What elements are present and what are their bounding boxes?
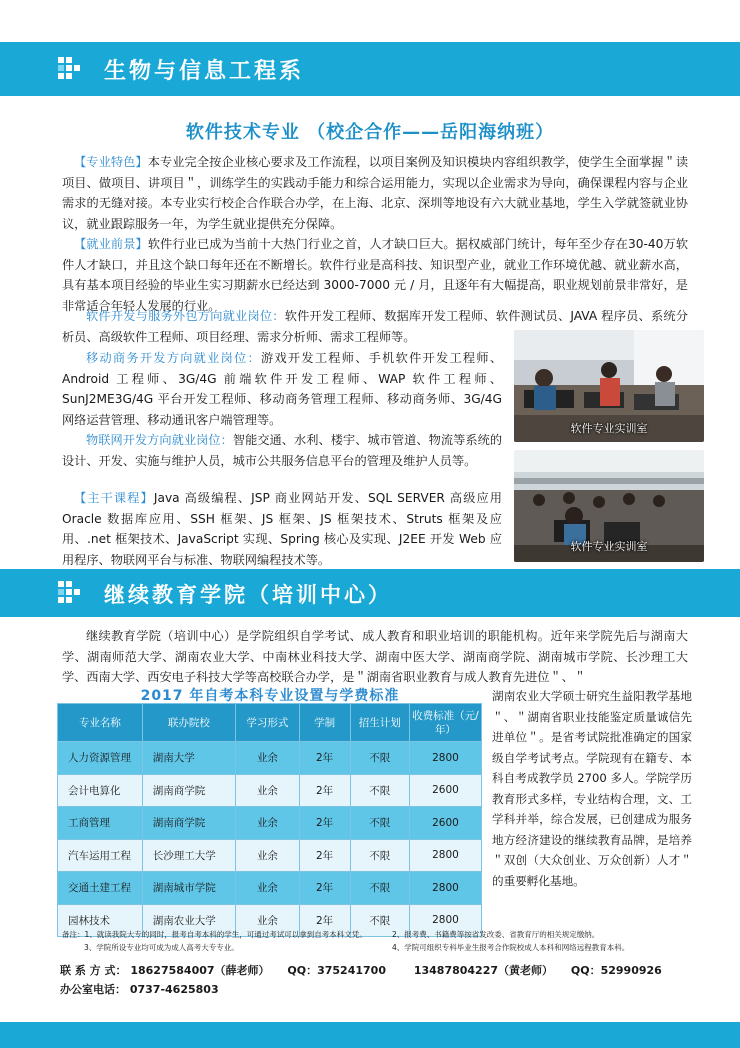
header-major: 专业名称	[58, 704, 143, 742]
header-mode: 学习形式	[236, 704, 300, 742]
contact-phone-2: 13487804227（黄老师）	[413, 964, 554, 977]
contact-line	[60, 962, 662, 978]
fee-table	[57, 703, 482, 937]
training-room-photo-1	[514, 330, 704, 442]
header-duration: 学制	[299, 704, 350, 742]
cell-major: 交通土建工程	[58, 872, 143, 905]
fee-table-header-row	[58, 704, 482, 742]
department-title: 生物与信息工程系	[104, 59, 305, 84]
footer-bar	[0, 1022, 740, 1048]
jobs-iot-label: 物联网开发方向就业岗位：	[86, 433, 233, 447]
college-intro	[62, 626, 688, 688]
college-title: 继续教育学院（培训中心）	[104, 583, 392, 607]
major-title: 软件技术专业 （校企合作——岳阳海纳班）	[185, 122, 555, 143]
jobs-mobile-label: 移动商务开发方向就业岗位：	[86, 351, 261, 365]
note-1: 备注：1、就读我院大专的同时，报考自考本科的学生，可通过考试可以拿到自考本科文凭。	[62, 930, 367, 939]
cell-plan: 不限	[350, 839, 409, 872]
cell-fee: 2600	[409, 807, 481, 840]
cell-plan: 不限	[350, 742, 409, 775]
fee-notes	[62, 928, 702, 954]
cell-major: 工商管理	[58, 807, 143, 840]
fee-table-title: 2017 年自考本科专业设置与学费标准	[140, 688, 400, 704]
cell-school: 湖南商学院	[142, 807, 235, 840]
table-row	[58, 742, 482, 775]
photo2-caption: 软件专业实训室	[570, 540, 648, 553]
cell-plan: 不限	[350, 904, 409, 937]
prospects-text: 软件行业已成为当前十大热门行业之首，人才缺口巨大。据权威部门统计，每年至少存在30-40万软件人才缺口，并且这个缺口每年还在不断增长。软件行业是高科技、知识型产业，就业工作环境优越、就业薪水高，具有基本项目经验的毕业生实习期薪水已经达到 3000-7000 元 / 月，且逐年有大幅提高，职业规划前景非常好，是非常适合年轻人发展的行业。	[62, 237, 689, 313]
contact-label: 联 系 方 式：	[60, 964, 127, 977]
contact-qq-2: QQ：52990926	[570, 964, 662, 977]
table-row	[58, 807, 482, 840]
cell-mode: 业余	[236, 872, 300, 905]
cell-duration: 2年	[299, 807, 350, 840]
jobs-outsourcing-text: 软件开发工程师、数据库开发工程师、软件测试员、JAVA 程序员、系统分析员、高级软件工程师、项目经理、需求分析师、需求工程师等。	[62, 309, 688, 344]
office-label: 办公室电话：	[60, 983, 126, 996]
note-3: 3、学院所设专业均可成为成人高考大专专业。	[84, 943, 239, 952]
college-intro-continued: 湖南农业大学硕士研究生益阳教学基地＂、＂湖南省职业技能鉴定质量诚信先进单位＂。是省考试院批准确定的国家级自学考试考点。学院现有在籍专、本科自考成教学员 2700 多人。学院学历教育形式多样，专业结构合理，文、工学科并举，综合发展，已创建成为服务地方经济建设的继续教育品牌，是培养＂双创（大众创业、万众创新）人才＂的重要孵化基地。	[492, 689, 692, 888]
major-features	[62, 152, 688, 234]
photo1-caption: 软件专业实训室	[570, 422, 648, 435]
cell-duration: 2年	[299, 904, 350, 937]
cell-mode: 业余	[236, 742, 300, 775]
jobs-mobile	[62, 348, 502, 430]
note-4: 4、学院可组织专科毕业生报考合作院校成人本科和网络远程教育本科。	[392, 943, 630, 952]
prospects-label: 【就业前景】	[74, 237, 148, 251]
cell-fee: 2600	[409, 774, 481, 807]
department-banner	[0, 42, 740, 96]
cell-plan: 不限	[350, 774, 409, 807]
contact-phone-1: 18627584007（薛老师）	[130, 964, 270, 977]
features-label: 【专业特色】	[74, 155, 148, 169]
cell-school: 湖南大学	[142, 742, 235, 775]
cell-plan: 不限	[350, 872, 409, 905]
cell-school: 湖南城市学院	[142, 872, 235, 905]
cell-duration: 2年	[299, 839, 350, 872]
college-intro-text: 继续教育学院（培训中心）是学院组织自学考试、成人教育和职业培训的职能机构。近年来学院先后与湖南大学、湖南师范大学、湖南农业大学、中南林业科技大学、湖南中医大学、湖南商学院、湖南城市学院、长沙理工大学、西南大学、西安电子科技大学等高校联合办学，是＂湖南省职业教育与成人教育先进位＂、＂	[62, 629, 688, 684]
cell-mode: 业余	[236, 904, 300, 937]
courses-text: Java 高级编程、JSP 商业网站开发、SQL SERVER 高级应用 Oracle 数据库应用、SSH 框架、JS 框架、JS 框架技术、Struts 框架及应用、.net 框架技术、JavaScript 实现、Spring 核心及实现、J2EE 开发 Web 应用程序、物联网平台与标准、物联网编程技术等。	[62, 491, 502, 567]
jobs-iot-text: 智能交通、水利、楼宇、城市管道、物流等系统的设计、开发、实施与维护人员，城市公共服务信息平台的管理及维护人员等。	[62, 433, 503, 468]
cell-mode: 业余	[236, 774, 300, 807]
note-2: 2、报考费、书籍费等按省发改委、省教育厅的相关规定缴纳。	[392, 930, 600, 939]
features-text: 本专业完全按企业核心要求及工作流程，以项目案例及知识模块内容组织教学，使学生全面掌握＂读项目、做项目、讲项目＂，训练学生的实践动手能力和综合运用能力，实现以企业需求为导向，确保课程内容与企业需求的无缝对接。本专业实行校企合作联合办学，在上海、北京、深圳等地设有六大就业基地，学生入学就签就业协议，就业跟踪服务一年，为学生就业提供充分保障。	[62, 155, 689, 231]
cell-plan: 不限	[350, 807, 409, 840]
cell-school: 长沙理工大学	[142, 839, 235, 872]
cell-major: 园林技术	[58, 904, 143, 937]
training-room-photo-2	[514, 450, 704, 562]
cell-mode: 业余	[236, 839, 300, 872]
office-phone: 0737-4625803	[129, 983, 219, 996]
header-school: 联办院校	[142, 704, 235, 742]
table-row	[58, 774, 482, 807]
jobs-outsourcing-label: 软件开发与服务外包方向就业岗位：	[86, 309, 285, 323]
courses-label: 【主干课程】	[74, 491, 154, 505]
cell-duration: 2年	[299, 872, 350, 905]
major-courses	[62, 488, 502, 570]
college-banner	[0, 569, 740, 617]
cell-fee: 2800	[409, 904, 481, 937]
office-line	[60, 981, 219, 997]
table-row	[58, 839, 482, 872]
contact-qq-1: QQ：375241700	[287, 964, 386, 977]
header-fee: 收费标准（元/年）	[409, 704, 481, 742]
major-prospects	[62, 234, 688, 316]
cell-major: 人力资源管理	[58, 742, 143, 775]
cell-mode: 业余	[236, 807, 300, 840]
cell-fee: 2800	[409, 839, 481, 872]
jobs-iot	[62, 430, 502, 471]
cell-major: 会计电算化	[58, 774, 143, 807]
cell-fee: 2800	[409, 872, 481, 905]
cell-duration: 2年	[299, 742, 350, 775]
cell-school: 湖南商学院	[142, 774, 235, 807]
cell-fee: 2800	[409, 742, 481, 775]
cell-school: 湖南农业大学	[142, 904, 235, 937]
header-plan: 招生计划	[350, 704, 409, 742]
cell-duration: 2年	[299, 774, 350, 807]
table-row	[58, 872, 482, 905]
cell-major: 汽车运用工程	[58, 839, 143, 872]
jobs-mobile-text: 游戏开发工程师、手机软件开发工程师、Android 工程师、3G/4G 前端软件开发工程师、WAP 软件工程师、SunJ2ME3G/4G 平台开发工程师、移动商务管理工程师、移动商务师、3G/4G 网络运营管理、移动通讯客户端管理等。	[62, 351, 503, 427]
